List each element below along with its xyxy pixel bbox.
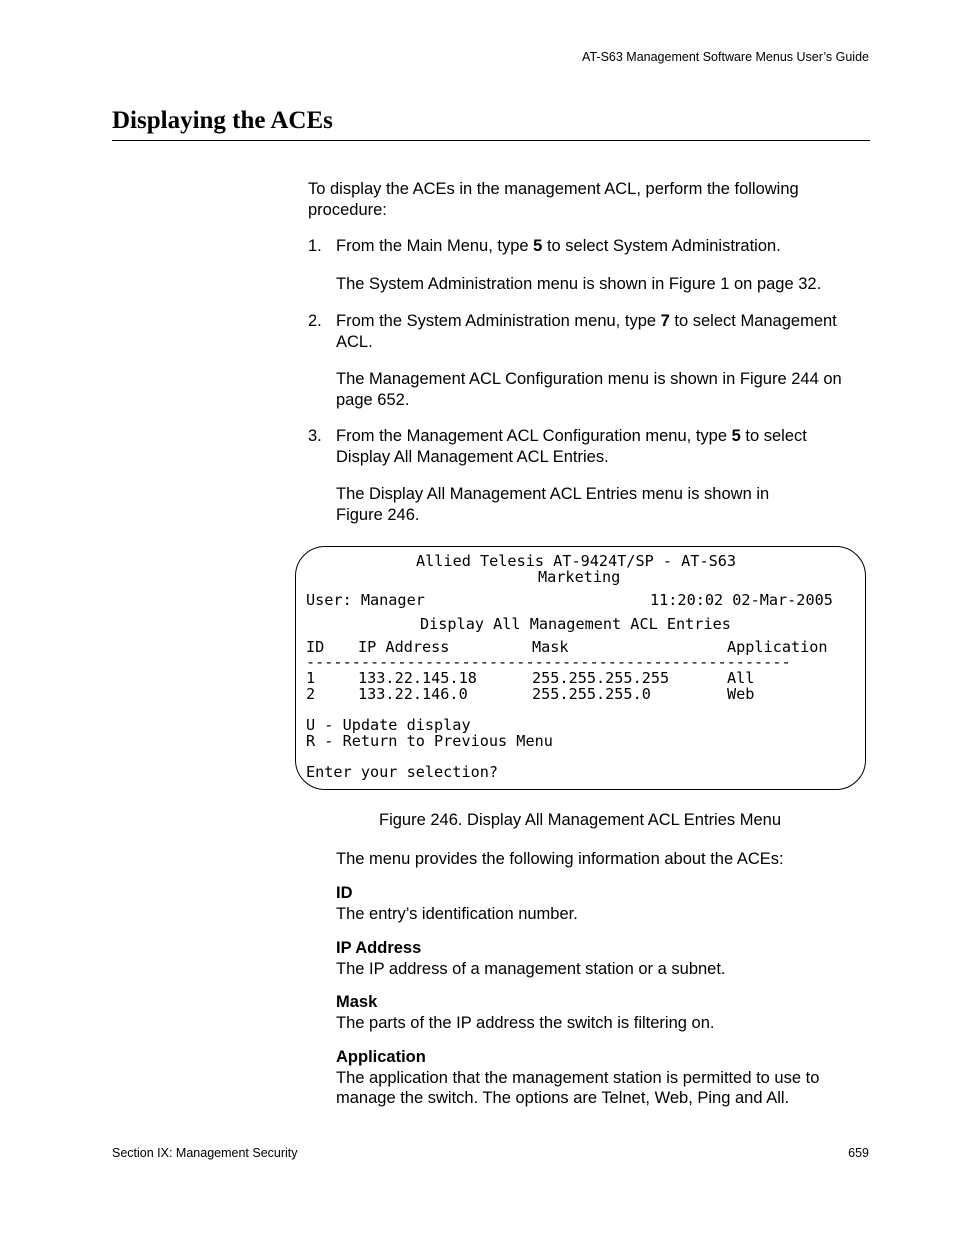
screen-banner-line1: Allied Telesis AT-9424T/SP - AT-S63 [416, 552, 737, 570]
definition-ip-address [336, 938, 866, 979]
running-header: AT-S63 Management Software Menus User’s Guide [582, 50, 869, 64]
step-number: 2. [308, 312, 322, 330]
screen-banner-line2: Marketing [538, 568, 621, 586]
row-1-ip: 133.22.145.18 [358, 669, 477, 687]
definition-term: Application [336, 1048, 426, 1066]
step-1: 1. From the Main Menu, type 5 to select System Administration. [308, 237, 781, 255]
section-title: Displaying the ACEs [112, 107, 333, 134]
definition-desc: The IP address of a management station or a subnet. [336, 959, 726, 978]
row-1-id: 1 [306, 669, 316, 687]
page-number: 659 [848, 1146, 869, 1160]
row-2-app: Web [727, 685, 755, 703]
definition-id [336, 883, 866, 924]
row-1-app: All [727, 669, 755, 687]
col-header-id: ID [306, 638, 325, 656]
definition-term: ID [336, 884, 353, 902]
step-3: 3. From the Management ACL Configuration menu, type 5 to select Display All Management ACL Entries. [308, 427, 807, 466]
col-header-mask: Mask [532, 638, 569, 656]
step-number: 1. [308, 237, 322, 255]
option-return: R - Return to Previous Menu [306, 732, 553, 750]
screen-divider: ----------------------------------------------------- [306, 654, 791, 670]
step-3-note: The Display All Management ACL Entries menu is shown in Figure 246. [336, 485, 770, 524]
selection-prompt: Enter your selection? [306, 763, 499, 781]
screen-datetime: 11:20:02 02-Mar-2005 [650, 591, 833, 609]
definition-desc: The parts of the IP address the switch is filtering on. [336, 1013, 715, 1032]
step-1-note: The System Administration menu is shown in Figure 1 on page 32. [336, 275, 822, 293]
step-key: 7 [660, 312, 670, 330]
step-2-note: The Management ACL Configuration menu is shown in Figure 244 on page 652. [336, 370, 842, 409]
definition-mask [336, 992, 866, 1033]
definition-term: Mask [336, 993, 378, 1011]
row-2-ip: 133.22.146.0 [358, 685, 468, 703]
figure-caption: Figure 246. Display All Management ACL Entries Menu [379, 811, 782, 829]
step-2: 2. From the System Administration menu, type 7 to select Management ACL. [308, 312, 837, 351]
footer-section: Section IX: Management Security [112, 1146, 298, 1160]
definition-application [336, 1047, 851, 1109]
step-key: 5 [533, 237, 543, 255]
definition-desc: The application that the management station is permitted to use to manage the switch. The options are Telnet, Web, Ping and All. [336, 1068, 820, 1107]
row-2-mask: 255.255.255.0 [532, 685, 651, 703]
intro-paragraph: To display the ACEs in the management ACL, perform the following procedure: [308, 180, 799, 219]
info-intro: The menu provides the following information about the ACEs: [336, 850, 784, 868]
col-header-app: Application [727, 638, 828, 656]
option-update: U - Update display [306, 716, 471, 734]
col-header-ip: IP Address [358, 638, 450, 656]
title-rule [112, 140, 870, 141]
row-1-mask: 255.255.255.255 [532, 669, 670, 687]
definition-term: IP Address [336, 939, 422, 957]
step-key: 5 [731, 427, 741, 445]
screen-user: User: Manager [306, 591, 425, 609]
screen-menu-title: Display All Management ACL Entries [420, 615, 731, 633]
row-2-id: 2 [306, 685, 316, 703]
step-number: 3. [308, 427, 322, 445]
definition-desc: The entry’s identification number. [336, 904, 578, 923]
